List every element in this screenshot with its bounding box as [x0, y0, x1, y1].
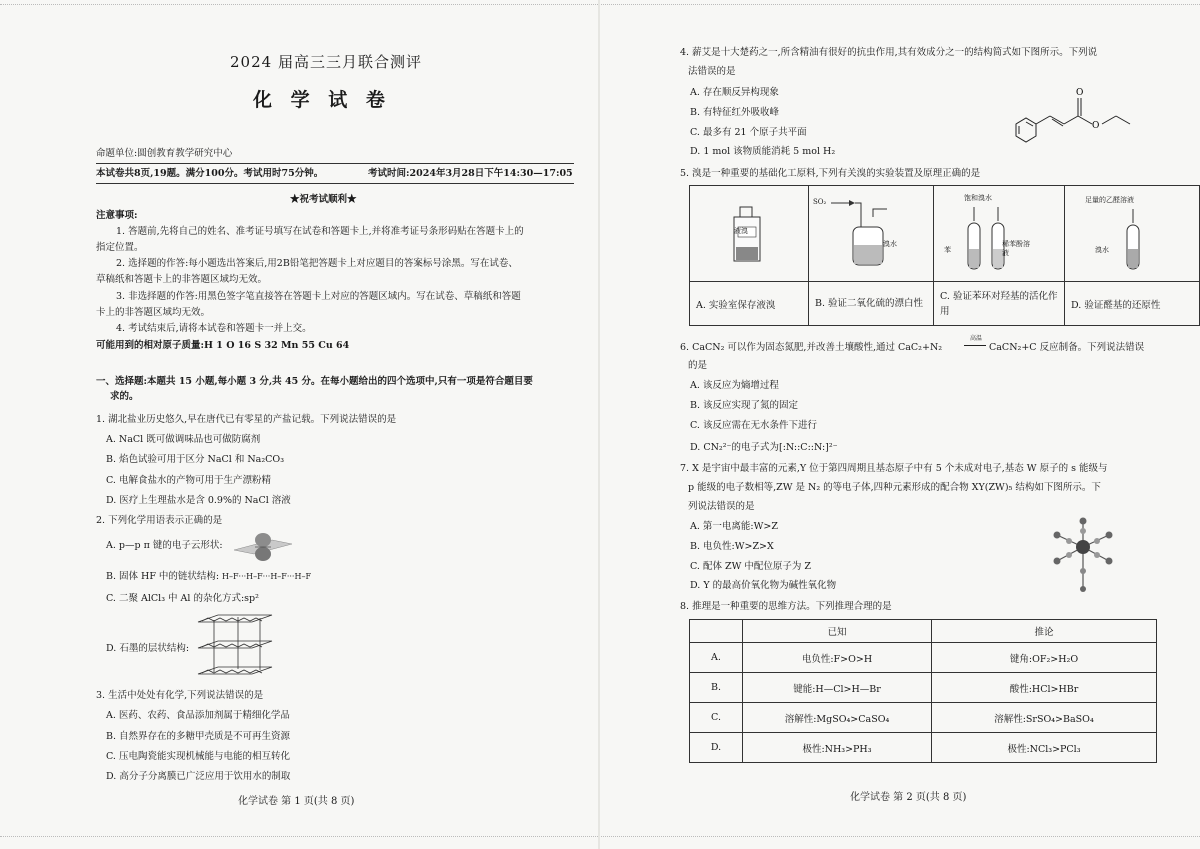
- q3-option-a: A. 医药、农药、食品添加剂属于精细化学品: [106, 710, 290, 721]
- q8-row-b-label: B.: [690, 673, 743, 703]
- q7-option-a: A. 第一电离能:W>Z: [690, 521, 778, 532]
- q6-stem-end: 的是: [688, 360, 708, 371]
- q6-stem-cont: CaCN₂+C 反应制备。下列说法错误: [989, 342, 1145, 353]
- q8-row-a-label: A.: [690, 643, 743, 673]
- table-row: [690, 703, 1157, 733]
- notice-line: 草稿纸和答题卡上的非答题区域均无效。: [96, 274, 268, 285]
- q8-row-c-label: C.: [690, 703, 743, 733]
- graphite-structure-icon: [194, 612, 276, 682]
- notice-line: 指定位置。: [96, 242, 144, 253]
- q3-stem: 3. 生活中处处有化学,下列说法错误的是: [96, 690, 264, 701]
- q8-row-b-known: 键能:H—Cl>H—Br: [743, 673, 932, 703]
- notice-line: 2. 选择题的作答:每小题选出答案后,用2B铅笔把答题卡上对应题目的答案标号涂黑。写在试卷、: [116, 258, 518, 269]
- q2-option-c: C. 二聚 AlCl₃ 中 Al 的杂化方式:sp²: [106, 593, 259, 604]
- q5-stem: 5. 溴是一种重要的基础化工原料,下列有关溴的实验装置及原理正确的是: [680, 168, 981, 179]
- q2-stem: 2. 下列化学用语表示正确的是: [96, 515, 223, 526]
- q3-option-c: C. 压电陶瓷能实现机械能与电能的相互转化: [106, 751, 290, 762]
- notice-line: 3. 非选择题的作答:用黑色签字笔直接答在答题卡上对应的答题区域内。写在试卷、草稿纸和答题: [116, 291, 521, 302]
- section-heading-cont: 求的。: [110, 391, 139, 402]
- q6-reaction-arrow: [964, 345, 986, 346]
- header-rule-top: [96, 163, 574, 164]
- page-2: [600, 0, 1200, 849]
- q7-option-b: B. 电负性:W>Z>X: [690, 541, 774, 552]
- q3-option-d: D. 高分子分离膜已广泛应用于饮用水的制取: [106, 771, 291, 782]
- q5-option-a: [690, 282, 809, 326]
- q8-stem: 8. 推理是一种重要的思维方法。下列推理合理的是: [680, 601, 892, 612]
- q5-option-c-text: C. 验证苯环对羟基的活化作用: [940, 290, 1058, 317]
- test-tubes-icon: [940, 187, 1058, 281]
- label-bromine-water-d: 溴水: [1095, 246, 1109, 254]
- q2-option-d: D. 石墨的层状结构:: [106, 643, 190, 654]
- q2-option-b: B. 固体 HF 中的链状结构:: [106, 571, 220, 582]
- page-footer: 化学试卷 第 1 页(共 8 页): [238, 796, 355, 807]
- gas-washing-bottle-icon: [815, 187, 927, 281]
- q4-stem-cont: 法错误的是: [688, 66, 736, 77]
- q5-option-b: [809, 282, 934, 326]
- reagent-bottle-icon: [696, 187, 802, 281]
- q7-option-d: D. Y 的最高价氧化物为碱性氧化物: [690, 580, 837, 591]
- q7-option-c: C. 配体 ZW 中配位原子为 Z: [690, 561, 811, 572]
- q8-row-c-inference: 溶解性:SrSO₄>BaSO₄: [932, 703, 1157, 733]
- notice-line: 4. 考试结束后,请将本试卷和答题卡一并上交。: [116, 323, 312, 334]
- q7-stem-line3: 列说法错误的是: [688, 501, 755, 512]
- q5-option-c: [934, 282, 1065, 326]
- setting-unit: 命题单位:圆创教育教学研究中心: [96, 148, 233, 159]
- label-so2: SO₂: [813, 198, 827, 206]
- q4-stem: 4. 薪艾是十大楚药之一,所含精油有很好的抗虫作用,其有效成分之一的结构简式如下图所示。下列说: [680, 47, 1098, 58]
- exam-time: 考试时间:2024年3月28日下午14:30—17:05: [368, 168, 573, 179]
- notice-title: 注意事项:: [96, 210, 138, 221]
- header-rule-bottom: [96, 183, 574, 184]
- q4-option-c: C. 最多有 21 个原子共平面: [690, 127, 807, 138]
- q6-option-c: C. 该反应需在无水条件下进行: [690, 420, 817, 431]
- pi-bond-orbital-icon: [232, 530, 294, 564]
- q1-option-a: A. NaCl 既可做调味品也可做防腐剂: [106, 434, 261, 445]
- q8-row-d-label: D.: [690, 733, 743, 763]
- table-row: [690, 643, 1157, 673]
- exam-info: 本试卷共8页,19题。满分100分。考试用时75分钟。: [96, 168, 324, 179]
- notice-line: 1. 答题前,先将自己的姓名、准考证号填写在试卷和答题卡上,并将准考证号条形码贴在答题卡上的: [116, 226, 524, 237]
- q3-option-b: B. 自然界存在的多糖甲壳质是不可再生资源: [106, 731, 291, 742]
- q4-option-b: B. 有特征红外吸收峰: [690, 107, 780, 118]
- q4-option-d: D. 1 mol 该物质能消耗 5 mol H₂: [690, 146, 836, 157]
- q5-option-d: [1065, 282, 1200, 326]
- q6-option-d: D. CN₂²⁻的电子式为[:N::C::N:]²⁻: [690, 442, 838, 453]
- label-benzene: 苯: [944, 246, 951, 254]
- page-footer: 化学试卷 第 2 页(共 8 页): [850, 792, 967, 803]
- q6-option-a: A. 该反应为熵增过程: [690, 380, 779, 391]
- section-heading: 一、选择题:本题共 15 小题,每小题 3 分,共 45 分。在每小题给出的四个选项中,只有一项是符合题目要: [96, 376, 533, 387]
- svg-text:O: O: [1076, 88, 1084, 98]
- svg-text:O: O: [1092, 121, 1100, 131]
- q1-stem: 1. 湖北盐业历史悠久,早在唐代已有零星的产盐记载。下列说法错误的是: [96, 414, 397, 425]
- label-liquid-bromine: 液溴: [734, 227, 748, 235]
- q8-header-inference: 推论: [932, 620, 1157, 643]
- q7-stem: 7. X 是宇宙中最丰富的元素,Y 位于第四周期且基态原子中有 5 个未成对电子,基态 W 原子的 s 能级与: [680, 463, 1108, 474]
- q1-option-b: B. 焰色试验可用于区分 NaCl 和 Na₂CO₃: [106, 454, 285, 465]
- q5-option-b-text: B. 验证二氧化硫的漂白性: [815, 298, 924, 309]
- label-acetaldehyde-solution: 足量的乙醛溶液: [1085, 196, 1134, 204]
- q6-reaction-condition: 高温: [970, 335, 983, 342]
- q5-fig-a: [690, 186, 809, 282]
- blessing: ★祝考试顺利★: [290, 194, 357, 205]
- label-saturated-bromine-water: 饱和溴水: [964, 194, 992, 202]
- q6-stem: 6. CaCN₂ 可以作为固态氮肥,并改善土壤酸性,通过 CaC₂+N₂: [680, 342, 943, 353]
- ethyl-cinnamate-structure-icon: [1006, 84, 1160, 146]
- notice-line: 卡上的非答题区域均无效。: [96, 307, 211, 318]
- q5-fig-b: [809, 186, 934, 282]
- q5-fig-d: [1065, 186, 1200, 282]
- q8-row-d-inference: 极性:NCl₃>PCl₃: [932, 733, 1157, 763]
- q2-option-a: A. p—p π 键的电子云形状:: [106, 540, 223, 551]
- complex-structure-icon: [1043, 515, 1123, 597]
- table-row: [690, 733, 1157, 763]
- q5-fig-c: [934, 186, 1065, 282]
- exam-title: 2024 届高三三月联合测评: [230, 53, 422, 71]
- label-bromine-water: 溴水: [883, 240, 897, 248]
- exam-subject: 化 学 试 卷: [253, 89, 391, 111]
- q5-apparatus-table: [689, 185, 1200, 326]
- q8-table: [689, 619, 1157, 763]
- q5-option-a-text: A. 实验室保存液溴: [696, 299, 776, 311]
- q8-header-known: 已知: [743, 620, 932, 643]
- label-dilute-phenol: 稀苯酚溶液: [1002, 240, 1030, 257]
- q8-row-a-inference: 键角:OF₂>H₂O: [932, 643, 1157, 673]
- q8-header-blank: [690, 620, 743, 643]
- q8-row-d-known: 极性:NH₃>PH₃: [743, 733, 932, 763]
- q1-option-c: C. 电解食盐水的产物可用于生产漂粉精: [106, 475, 271, 486]
- q5-option-d-text: D. 验证醛基的还原性: [1071, 299, 1161, 311]
- q6-option-b: B. 该反应实现了氮的固定: [690, 400, 799, 411]
- q8-row-b-inference: 酸性:HCl>HBr: [932, 673, 1157, 703]
- q8-row-c-known: 溶解性:MgSO₄>CaSO₄: [743, 703, 932, 733]
- q1-option-d: D. 医疗上生理盐水是含 0.9%的 NaCl 溶液: [106, 495, 291, 506]
- q8-row-a-known: 电负性:F>O>H: [743, 643, 932, 673]
- hf-chain-formula: H–F···H–F···H–F···H–F: [222, 572, 311, 581]
- table-row: [690, 673, 1157, 703]
- q7-stem-line2: p 能级的电子数相等,ZW 是 N₂ 的等电子体,四种元素形成的配合物 XY(ZW)₅ 结构如下图所示。下: [688, 482, 1101, 493]
- q4-option-a: A. 存在顺反异构现象: [690, 87, 779, 98]
- atomic-masses: 可能用到的相对原子质量:H 1 O 16 S 32 Mn 55 Cu 64: [96, 340, 350, 351]
